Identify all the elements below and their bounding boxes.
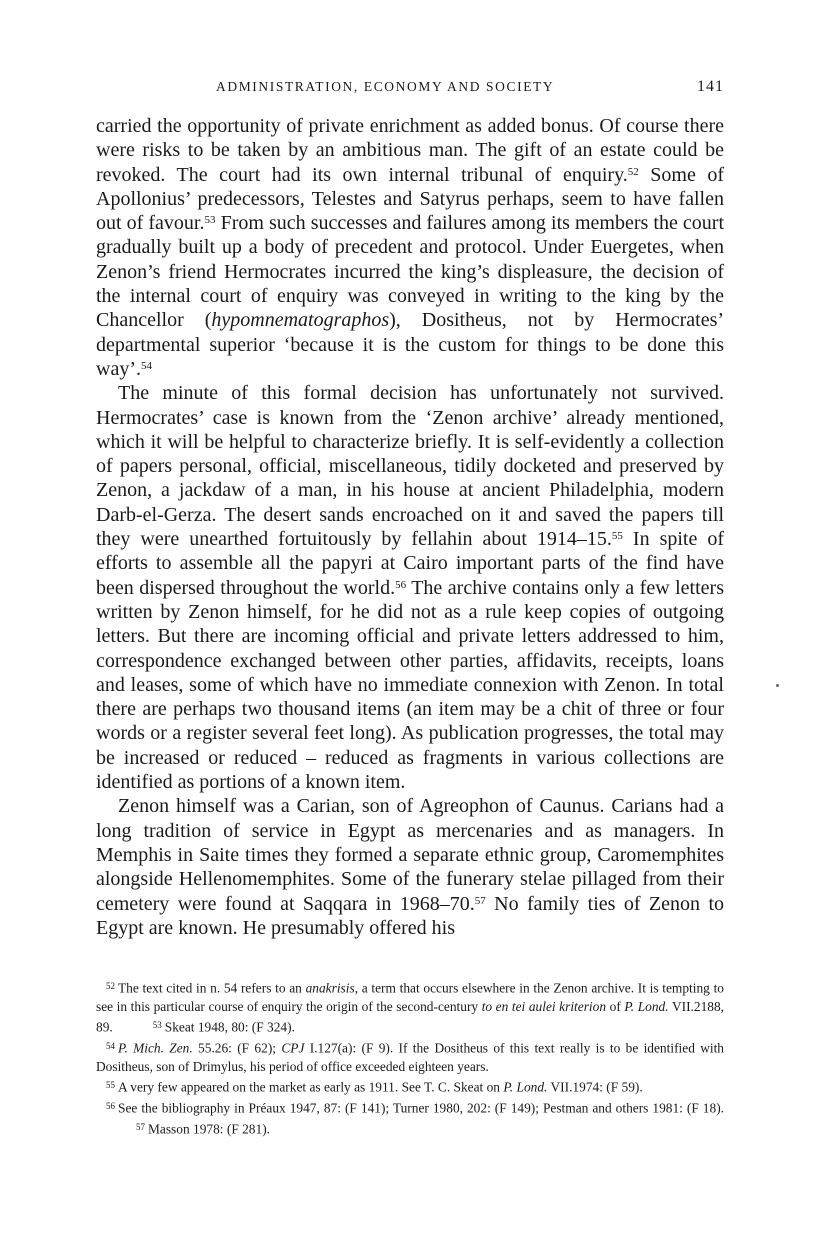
footnote-ref[interactable]: 52 [627, 165, 639, 178]
paragraph: Zenon himself was a Carian, son of Agreophon of Caunus. Carians had a long tradition of service in Egypt as mercenaries and as managers. In Memphis in Saite times they formed a separate ethnic group, Caromemphites alongside Hellenomemphites. Some of the funerary stelae pillaged from their cemetery were found at Saqqara in 1968–70.57 No family ties of Zenon to Egypt are known. He presumably offered his [96, 795, 724, 939]
footnote-56: $^{56}$ See the bibliography in Préaux 1947, 87: (F 141); Turner 1980, 202: (F 149); Pestman and others 1981: (F 18).$^{57}$ Masson 1978: (F 281). [106, 1100, 724, 1137]
footnote-57: 57 [136, 1122, 145, 1133]
footnote-ref[interactable]: 56 [395, 578, 407, 591]
page-number: 141 [697, 78, 724, 95]
footnotes [96, 977, 724, 1139]
footnote-55: $^{55}$ A very few appeared on the market as early as 1911. See T. C. Skeat on P. Lond. VII.1974: (F 59). [106, 1079, 643, 1095]
footnote-ref[interactable]: 54 [140, 359, 152, 372]
footnote-ref[interactable]: 55 [611, 530, 623, 542]
margin-mark [776, 684, 779, 687]
paragraph: carried the opportunity of private enrichment as added bonus. Of course there were risks to be taken by an ambitious man. The gift of an estate could be revoked. The court had its own internal tribunal of enquiry.$^{52}$ Some of Apollonius’ predecessors, Telestes and Satyrus perhaps, seem to have fallen out of favour.$^{53}$ From such successes and failures among its members the court gradually built up a body of precedent and protocol. Under Euergetes, when Zenon’s friend Hermocrates incurred the king’s displeasure, the decision of the internal court of enquiry was conveyed in writing to the king by the Chancellor (hypomnematographos), Dositheus, not by Hermocrates’ departmental superior ‘because it is the custom for things to be done this way’.$^{54}$ [96, 115, 725, 380]
footnote-ref[interactable]: 53 [204, 214, 216, 227]
running-header [96, 78, 724, 114]
footnote-53: 53 [152, 1020, 162, 1031]
footnote-ref[interactable]: 57 [474, 894, 486, 907]
footnote-54: $^{54}$ P. Mich. Zen. 55.26: (F 62); CPJ I.127(a): (F 9). If the Dositheus of this text really is to be identified with Dositheus, son of Drimylus, his period of office exceeded eighteen years. [96, 1040, 725, 1074]
running-title: ADMINISTRATION, ECONOMY AND SOCIETY [216, 79, 555, 94]
footnote-52: $^{52}$ The text cited in n. 54 refers to an anakrisis, a term that occurs elsewhere in the Zenon archive. It is tempting to see in this particular course of enquiry the origin of the second-century to en tei aulei kriterion of P. Lond. VII.2188, 89. $^{53}$ Skeat 1948, 80: (F 324). [96, 980, 725, 1035]
page [96, 78, 724, 940]
paragraph: The minute of this formal decision has unfortunately not survived. Hermocrates’ case is known from the ‘Zenon archive’ already mentioned, which it will be helpful to characterize briefly. It is self-evidently a collection of papers personal, official, miscellaneous, tidily docketed and preserved by Zenon, a jackdaw of a man, in his house at ancient Philadelphia, modern Darb-el-Gerza. The desert sands encroached on it and saved the papers till they were unearthed fortuitously by fellahin about 1914–15.55 In spite of efforts to assemble all the papyri at Cairo important parts of the find have been dispersed throughout the world.$^{56}$ The archive contains only a few letters written by Zenon himself, for he did not as a rule keep copies of outgoing letters. But there are incoming official and private letters addressed to him, correspondence exchanged between other parties, affidavits, receipts, loans and leases, some of which have no immediate connexion with Zenon. In total there are perhaps two thousand items (an item may be a chit of three or four words or a register several feet long). As publication progresses, the total may be increased or reduced – reduced as fragments in various collections are identified as portions of a known item. [96, 382, 724, 794]
italic-term: hypomnematographos [211, 309, 390, 332]
body-text [96, 114, 724, 940]
